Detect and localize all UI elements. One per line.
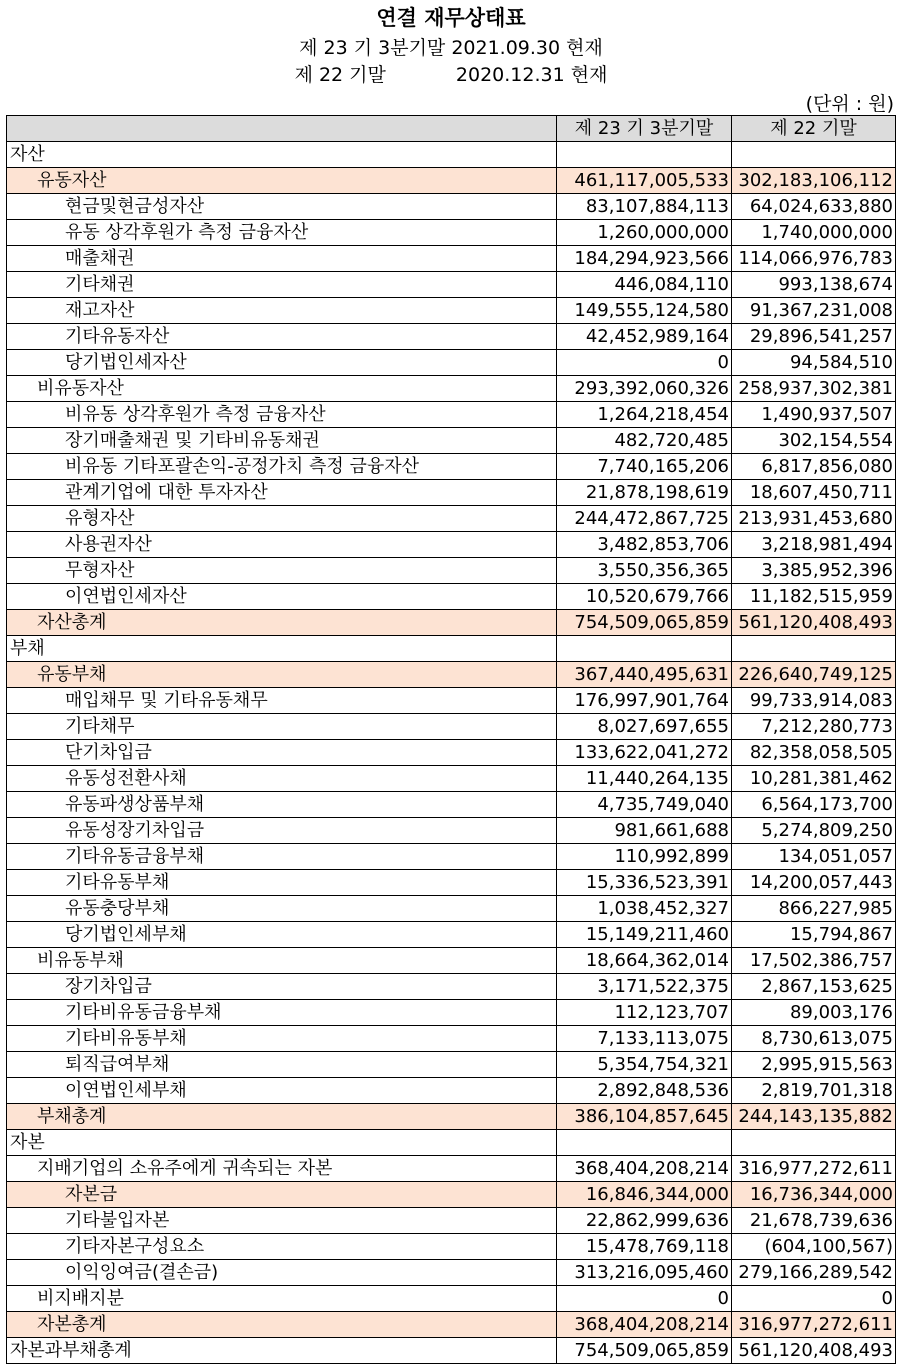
table-row <box>7 844 896 870</box>
table-row <box>7 714 896 740</box>
period-prior-label: 제 22 기말 <box>294 64 386 86</box>
table-row <box>7 1234 896 1260</box>
value-prior-period: 302,183,106,112 <box>732 168 896 194</box>
value-current-period: 5,354,754,321 <box>557 1052 732 1078</box>
value-current-period: 1,260,000,000 <box>557 220 732 246</box>
value-prior-period <box>732 142 896 168</box>
value-prior-period: 2,867,153,625 <box>732 974 896 1000</box>
value-prior-period: 134,051,057 <box>732 844 896 870</box>
table-row <box>7 1338 896 1364</box>
value-prior-period: 10,281,381,462 <box>732 766 896 792</box>
row-label: 유동파생상품부채 <box>7 792 557 818</box>
value-current-period: 8,027,697,655 <box>557 714 732 740</box>
row-label: 매출채권 <box>7 246 557 272</box>
table-header-row <box>7 116 896 142</box>
value-current-period: 10,520,679,766 <box>557 584 732 610</box>
unit-label: (단위 : 원) <box>805 93 894 115</box>
value-prior-period: 316,977,272,611 <box>732 1312 896 1338</box>
value-prior-period: 94,584,510 <box>732 350 896 376</box>
row-label: 사용권자산 <box>7 532 557 558</box>
value-prior-period: 0 <box>732 1286 896 1312</box>
row-label: 장기차입금 <box>7 974 557 1000</box>
table-row <box>7 740 896 766</box>
value-prior-period: 29,896,541,257 <box>732 324 896 350</box>
value-current-period: 42,452,989,164 <box>557 324 732 350</box>
row-label: 기타비유동부채 <box>7 1026 557 1052</box>
table-row <box>7 1026 896 1052</box>
row-label: 당기법인세부채 <box>7 922 557 948</box>
value-current-period: 1,264,218,454 <box>557 402 732 428</box>
value-prior-period <box>732 1130 896 1156</box>
value-current-period: 2,892,848,536 <box>557 1078 732 1104</box>
row-label: 기타자본구성요소 <box>7 1234 557 1260</box>
table-row <box>7 324 896 350</box>
value-prior-period: 226,640,749,125 <box>732 662 896 688</box>
row-label: 관계기업에 대한 투자자산 <box>7 480 557 506</box>
value-prior-period: 21,678,739,636 <box>732 1208 896 1234</box>
value-current-period: 11,440,264,135 <box>557 766 732 792</box>
value-current-period: 15,336,523,391 <box>557 870 732 896</box>
value-prior-period: 7,212,280,773 <box>732 714 896 740</box>
value-prior-period: 89,003,176 <box>732 1000 896 1026</box>
table-row <box>7 818 896 844</box>
value-current-period: 3,550,356,365 <box>557 558 732 584</box>
value-prior-period: 279,166,289,542 <box>732 1260 896 1286</box>
value-current-period: 15,149,211,460 <box>557 922 732 948</box>
value-current-period: 110,992,899 <box>557 844 732 870</box>
row-label: 재고자산 <box>7 298 557 324</box>
row-label: 비유동자산 <box>7 376 557 402</box>
row-label: 유동성전환사채 <box>7 766 557 792</box>
period-current: 제 23 기 3분기말 2021.09.30 현재 <box>299 37 603 59</box>
row-label: 퇴직급여부채 <box>7 1052 557 1078</box>
row-label: 자산 <box>7 142 557 168</box>
table-row <box>7 298 896 324</box>
value-prior-period: 114,066,976,783 <box>732 246 896 272</box>
table-row <box>7 194 896 220</box>
balance-sheet-table <box>6 115 896 1364</box>
value-current-period: 7,133,113,075 <box>557 1026 732 1052</box>
row-label: 기타불입자본 <box>7 1208 557 1234</box>
value-current-period: 15,478,769,118 <box>557 1234 732 1260</box>
value-prior-period: 11,182,515,959 <box>732 584 896 610</box>
table-row <box>7 584 896 610</box>
value-prior-period: 64,024,633,880 <box>732 194 896 220</box>
value-current-period <box>557 142 732 168</box>
header-label-column <box>7 116 557 142</box>
header-current-period: 제 23 기 3분기말 <box>557 116 732 142</box>
table-row <box>7 688 896 714</box>
row-label: 유동자산 <box>7 168 557 194</box>
row-label: 기타채무 <box>7 714 557 740</box>
table-row <box>7 1078 896 1104</box>
table-row <box>7 1312 896 1338</box>
value-current-period <box>557 636 732 662</box>
value-prior-period: 316,977,272,611 <box>732 1156 896 1182</box>
table-row <box>7 272 896 298</box>
value-current-period: 184,294,923,566 <box>557 246 732 272</box>
row-label: 부채 <box>7 636 557 662</box>
value-current-period: 22,862,999,636 <box>557 1208 732 1234</box>
value-current-period: 176,997,901,764 <box>557 688 732 714</box>
value-current-period: 368,404,208,214 <box>557 1312 732 1338</box>
value-current-period: 461,117,005,533 <box>557 168 732 194</box>
period-prior <box>0 60 902 87</box>
value-prior-period: 14,200,057,443 <box>732 870 896 896</box>
table-row <box>7 220 896 246</box>
row-label: 장기매출채권 및 기타비유동채권 <box>7 428 557 454</box>
value-prior-period: 82,358,058,505 <box>732 740 896 766</box>
table-row <box>7 610 896 636</box>
row-label: 기타유동부채 <box>7 870 557 896</box>
row-label: 유동부채 <box>7 662 557 688</box>
row-label: 당기법인세자산 <box>7 350 557 376</box>
table-row <box>7 1130 896 1156</box>
row-label: 유동 상각후원가 측정 금융자산 <box>7 220 557 246</box>
table-row <box>7 948 896 974</box>
value-current-period: 446,084,110 <box>557 272 732 298</box>
table-row <box>7 454 896 480</box>
table-row <box>7 922 896 948</box>
value-current-period: 16,846,344,000 <box>557 1182 732 1208</box>
value-prior-period: 6,817,856,080 <box>732 454 896 480</box>
table-row <box>7 480 896 506</box>
value-current-period: 0 <box>557 350 732 376</box>
table-row <box>7 1052 896 1078</box>
value-prior-period: 993,138,674 <box>732 272 896 298</box>
row-label: 무형자산 <box>7 558 557 584</box>
row-label: 자본과부채총계 <box>7 1338 557 1364</box>
header-prior-period: 제 22 기말 <box>732 116 896 142</box>
value-current-period: 3,171,522,375 <box>557 974 732 1000</box>
table-row <box>7 896 896 922</box>
value-prior-period: 302,154,554 <box>732 428 896 454</box>
row-label: 유동충당부채 <box>7 896 557 922</box>
value-prior-period: 213,931,453,680 <box>732 506 896 532</box>
table-row <box>7 402 896 428</box>
value-prior-period: 6,564,173,700 <box>732 792 896 818</box>
value-prior-period: 16,736,344,000 <box>732 1182 896 1208</box>
row-label: 매입채무 및 기타유동채무 <box>7 688 557 714</box>
period-prior-date: 2020.12.31 현재 <box>455 64 608 86</box>
row-label: 부채총계 <box>7 1104 557 1130</box>
value-prior-period: 258,937,302,381 <box>732 376 896 402</box>
table-row <box>7 662 896 688</box>
table-row <box>7 636 896 662</box>
row-label: 비유동 상각후원가 측정 금융자산 <box>7 402 557 428</box>
value-prior-period: 17,502,386,757 <box>732 948 896 974</box>
value-current-period: 981,661,688 <box>557 818 732 844</box>
value-current-period: 149,555,124,580 <box>557 298 732 324</box>
value-current-period <box>557 1130 732 1156</box>
value-prior-period: 5,274,809,250 <box>732 818 896 844</box>
value-current-period: 133,622,041,272 <box>557 740 732 766</box>
table-row <box>7 1286 896 1312</box>
row-label: 자본총계 <box>7 1312 557 1338</box>
row-label: 기타유동금융부채 <box>7 844 557 870</box>
value-prior-period: 3,218,981,494 <box>732 532 896 558</box>
table-row <box>7 350 896 376</box>
row-label: 기타채권 <box>7 272 557 298</box>
value-current-period: 754,509,065,859 <box>557 610 732 636</box>
value-prior-period: 18,607,450,711 <box>732 480 896 506</box>
value-prior-period: 561,120,408,493 <box>732 1338 896 1364</box>
value-current-period: 754,509,065,859 <box>557 1338 732 1364</box>
table-row <box>7 246 896 272</box>
value-prior-period: 2,995,915,563 <box>732 1052 896 1078</box>
value-current-period: 0 <box>557 1286 732 1312</box>
value-current-period: 1,038,452,327 <box>557 896 732 922</box>
value-current-period: 482,720,485 <box>557 428 732 454</box>
row-label: 유동성장기차입금 <box>7 818 557 844</box>
row-label: 비지배지분 <box>7 1286 557 1312</box>
row-label: 자본 <box>7 1130 557 1156</box>
table-row <box>7 1156 896 1182</box>
value-prior-period: 1,740,000,000 <box>732 220 896 246</box>
row-label: 비유동부채 <box>7 948 557 974</box>
row-label: 현금및현금성자산 <box>7 194 557 220</box>
value-current-period: 3,482,853,706 <box>557 532 732 558</box>
value-prior-period: 91,367,231,008 <box>732 298 896 324</box>
value-current-period: 18,664,362,014 <box>557 948 732 974</box>
row-label: 이연법인세자산 <box>7 584 557 610</box>
value-current-period: 244,472,867,725 <box>557 506 732 532</box>
value-prior-period: 99,733,914,083 <box>732 688 896 714</box>
value-current-period: 112,123,707 <box>557 1000 732 1026</box>
table-row <box>7 1260 896 1286</box>
value-current-period: 367,440,495,631 <box>557 662 732 688</box>
table-row <box>7 1208 896 1234</box>
table-row <box>7 870 896 896</box>
row-label: 비유동 기타포괄손익-공정가치 측정 금융자산 <box>7 454 557 480</box>
table-row <box>7 168 896 194</box>
value-prior-period: 2,819,701,318 <box>732 1078 896 1104</box>
value-current-period: 313,216,095,460 <box>557 1260 732 1286</box>
row-label: 지배기업의 소유주에게 귀속되는 자본 <box>7 1156 557 1182</box>
value-current-period: 21,878,198,619 <box>557 480 732 506</box>
value-prior-period: 15,794,867 <box>732 922 896 948</box>
value-current-period: 4,735,749,040 <box>557 792 732 818</box>
table-row <box>7 532 896 558</box>
statement-title: 연결 재무상태표 <box>376 6 526 30</box>
value-current-period: 386,104,857,645 <box>557 1104 732 1130</box>
table-row <box>7 142 896 168</box>
row-label: 단기차입금 <box>7 740 557 766</box>
row-label: 유형자산 <box>7 506 557 532</box>
row-label: 자산총계 <box>7 610 557 636</box>
value-current-period: 293,392,060,326 <box>557 376 732 402</box>
value-prior-period: 866,227,985 <box>732 896 896 922</box>
table-row <box>7 1104 896 1130</box>
table-row <box>7 1182 896 1208</box>
value-prior-period: 244,143,135,882 <box>732 1104 896 1130</box>
value-prior-period: (604,100,567) <box>732 1234 896 1260</box>
row-label: 자본금 <box>7 1182 557 1208</box>
value-prior-period: 561,120,408,493 <box>732 610 896 636</box>
table-row <box>7 974 896 1000</box>
table-row <box>7 558 896 584</box>
table-row <box>7 766 896 792</box>
value-prior-period: 3,385,952,396 <box>732 558 896 584</box>
value-prior-period: 8,730,613,075 <box>732 1026 896 1052</box>
row-label: 기타유동자산 <box>7 324 557 350</box>
table-row <box>7 428 896 454</box>
table-row <box>7 376 896 402</box>
value-current-period: 368,404,208,214 <box>557 1156 732 1182</box>
value-prior-period: 1,490,937,507 <box>732 402 896 428</box>
table-row <box>7 506 896 532</box>
row-label: 이익잉여금(결손금) <box>7 1260 557 1286</box>
value-current-period: 83,107,884,113 <box>557 194 732 220</box>
value-current-period: 7,740,165,206 <box>557 454 732 480</box>
value-prior-period <box>732 636 896 662</box>
table-row <box>7 1000 896 1026</box>
row-label: 기타비유동금융부채 <box>7 1000 557 1026</box>
table-row <box>7 792 896 818</box>
row-label: 이연법인세부채 <box>7 1078 557 1104</box>
table-body <box>7 142 896 1364</box>
